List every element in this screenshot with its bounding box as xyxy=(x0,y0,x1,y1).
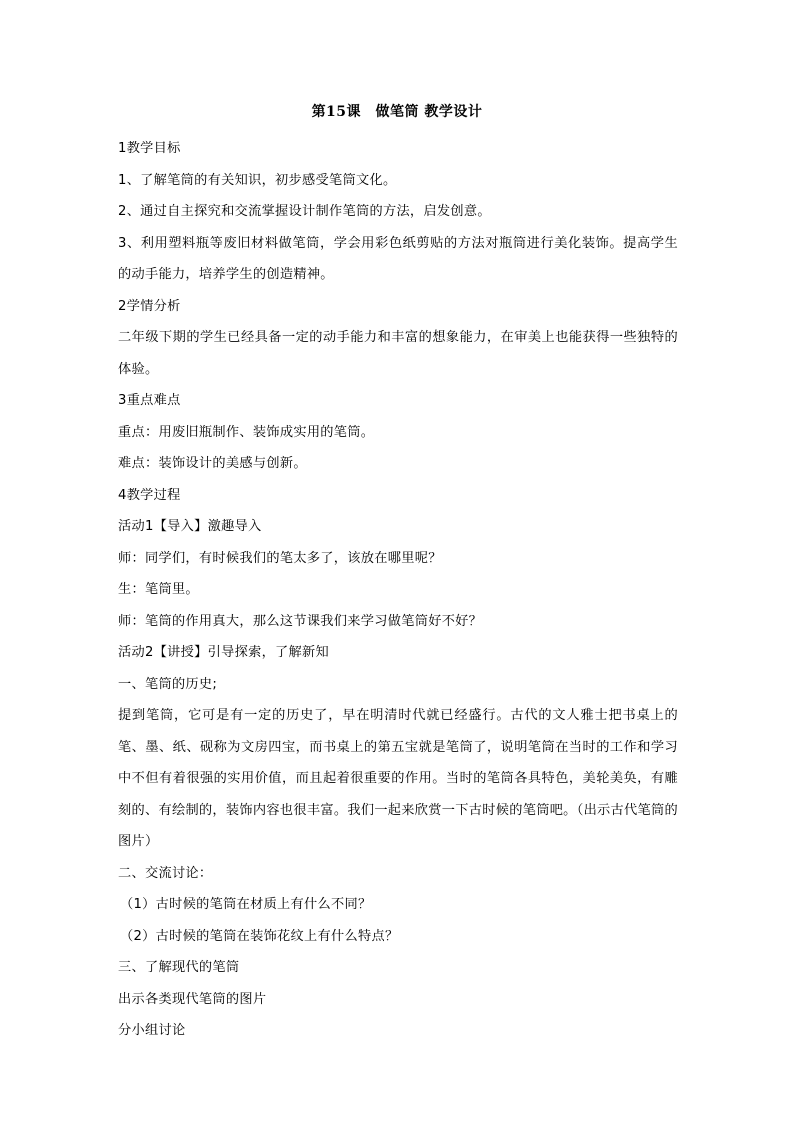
dialogue-line: 师：笔筒的作用真大，那么这节课我们来学习做笔筒好不好？ xyxy=(118,613,483,629)
dialogue-line: 生：笔筒里。 xyxy=(118,582,199,597)
paragraph: 3、利用塑料瓶等废旧材料做笔筒，学会用彩色纸剪贴的方法对瓶筒进行美化装饰。提高学生的动手能力，培养学生的创造精神。 xyxy=(118,235,678,282)
paragraph: 提到笔筒，它可是有一定的历史了，早在明清时代就已经盛行。古代的文人雅士把书桌上的笔、墨、纸、砚称为文房四宝，而书桌上的第五宝就是笔筒了，说明笔筒在当时的工作和学习中不但有着很强的实用价值，而且起着很重要的作用。当时的笔筒各具特色，美轮美奂，有雕刻的、有绘制的，装饰内容也很丰富。我们一起来欣赏一下古时候的笔筒吧。（出示古代笔筒的图片） xyxy=(118,708,678,849)
activity-heading: 活动2【讲授】引导探索，了解新知 xyxy=(118,645,330,660)
activity-heading: 活动1【导入】激趣导入 xyxy=(118,519,262,534)
paragraph: 分小组讨论 xyxy=(118,1023,186,1038)
document-body xyxy=(118,133,678,1047)
subsection-heading: 三、了解现代的笔筒 xyxy=(118,960,240,975)
subsection-heading: 一、笔筒的历史; xyxy=(118,676,218,692)
subsection-heading: 二、交流讨论： xyxy=(118,865,213,881)
section-heading-analysis: 2学情分析 xyxy=(118,298,181,314)
section-heading-objectives: 1教学目标 xyxy=(118,141,181,156)
dialogue-line: 师：同学们，有时候我们的笔太多了，该放在哪里呢？ xyxy=(118,550,442,566)
document-title: 第15课 做笔筒 教学设计 xyxy=(311,104,483,120)
paragraph: 2、通过自主探究和交流掌握设计制作笔筒的方法，启发创意。 xyxy=(118,204,491,219)
paragraph: 难点：装饰设计的美感与创新。 xyxy=(118,456,307,471)
paragraph: 重点：用废旧瓶制作、装饰成实用的笔筒。 xyxy=(118,424,375,440)
discussion-question: （1）古时候的笔筒在材质上有什么不同？ xyxy=(120,897,372,912)
section-heading-key-points: 3重点难点 xyxy=(118,393,181,408)
paragraph: 二年级下期的学生已经具备一定的动手能力和丰富的想象能力，在审美上也能获得一些独特的体验。 xyxy=(118,330,678,377)
section-heading-process: 4教学过程 xyxy=(118,487,181,503)
paragraph: 出示各类现代笔筒的图片 xyxy=(118,991,267,1007)
paragraph: 1、了解笔筒的有关知识，初步感受笔筒文化。 xyxy=(118,172,397,188)
discussion-question: （2）古时候的笔筒在装饰花纹上有什么特点？ xyxy=(120,928,399,944)
